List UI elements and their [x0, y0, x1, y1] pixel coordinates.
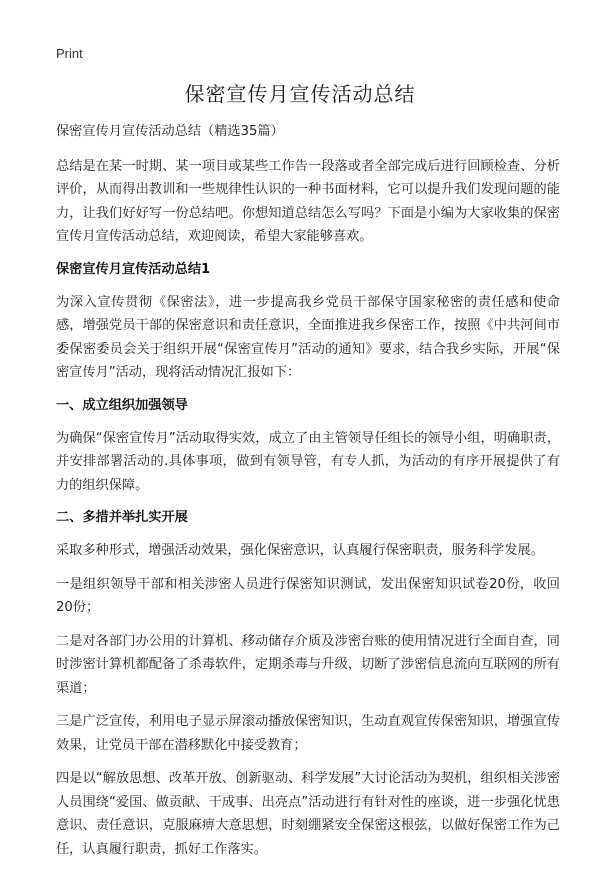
paragraph-7: 四是以“解放思想、改革开放、创新驱动、科学发展”大讨论活动为契机，组织相关涉密人员围绕“爱国、做贡献、干成事、出亮点”活动进行有针对性的座谈，进一步强化忧患意识、责任意识，克服麻痹大意思想，时刻绷紧安全保密这根弦，以做好保密工作为己任，认真履行职责，抓好工作落实。	[56, 771, 560, 857]
print-link[interactable]: Print	[56, 46, 83, 61]
section-title: 保密宣传月宣传活动总结1	[56, 261, 211, 277]
intro-paragraph: 总结是在某一时期、某一项目或某些工作告一段落或者全部完成后进行回顾检查、分析评价，从而得出教训和一些规律性认识的一种书面材料，它可以提升我们发现问题的能力，让我们好好写一份总结吧。你想知道总结怎么写吗？下面是小编为大家收集的保密宣传月宣传活动总结，欢迎阅读，希望大家能够喜欢。	[56, 158, 560, 244]
paragraph-1: 为深入宣传贯彻《保密法》，进一步提高我乡党员干部保守国家秘密的责任感和使命感，增强党员干部的保密意识和责任意识，全面推进我乡保密工作，按照《中共河间市委保密委员会关于组织开展“保密宣传月”活动的通知》要求，结合我乡实际，开展“保密宣传月”活动，现将活动情况汇报如下：	[56, 294, 560, 380]
paragraph-2: 为确保“保密宣传月”活动取得实效，成立了由主管领导任组长的领导小组，明确职责，并安排部署活动的.具体事项，做到有领导管，有专人抓，为活动的有序开展提供了有力的组织保障。	[56, 430, 560, 493]
article-subtitle: 保密宣传月宣传活动总结（精选35篇）	[56, 124, 284, 139]
page-title: 保密宣传月宣传活动总结	[184, 82, 416, 106]
paragraph-5: 二是对各部门办公用的计算机、移动储存介质及涉密台账的使用情况进行全面自查，同时涉密计算机都配备了杀毒软件，定期杀毒与升级，切断了涉密信息流向互联网的所有渠道；	[56, 633, 560, 696]
paragraph-3: 采取多种形式，增强活动效果，强化保密意识，认真履行保密职责，服务科学发展。	[56, 543, 544, 558]
heading-1: 一、成立组织加强领导	[56, 397, 188, 413]
article-body	[56, 120, 560, 871]
paragraph-6: 三是广泛宣传，利用电子显示屏滚动播放保密知识，生动直观宣传保密知识，增强宣传效果，让党员干部在潜移默化中接受教育；	[56, 714, 560, 753]
paragraph-4: 一是组织领导干部和相关涉密人员进行保密知识测试，发出保密知识试卷20份，收回20份；	[56, 576, 560, 615]
heading-2: 二、多措并举扎实开展	[56, 510, 188, 525]
